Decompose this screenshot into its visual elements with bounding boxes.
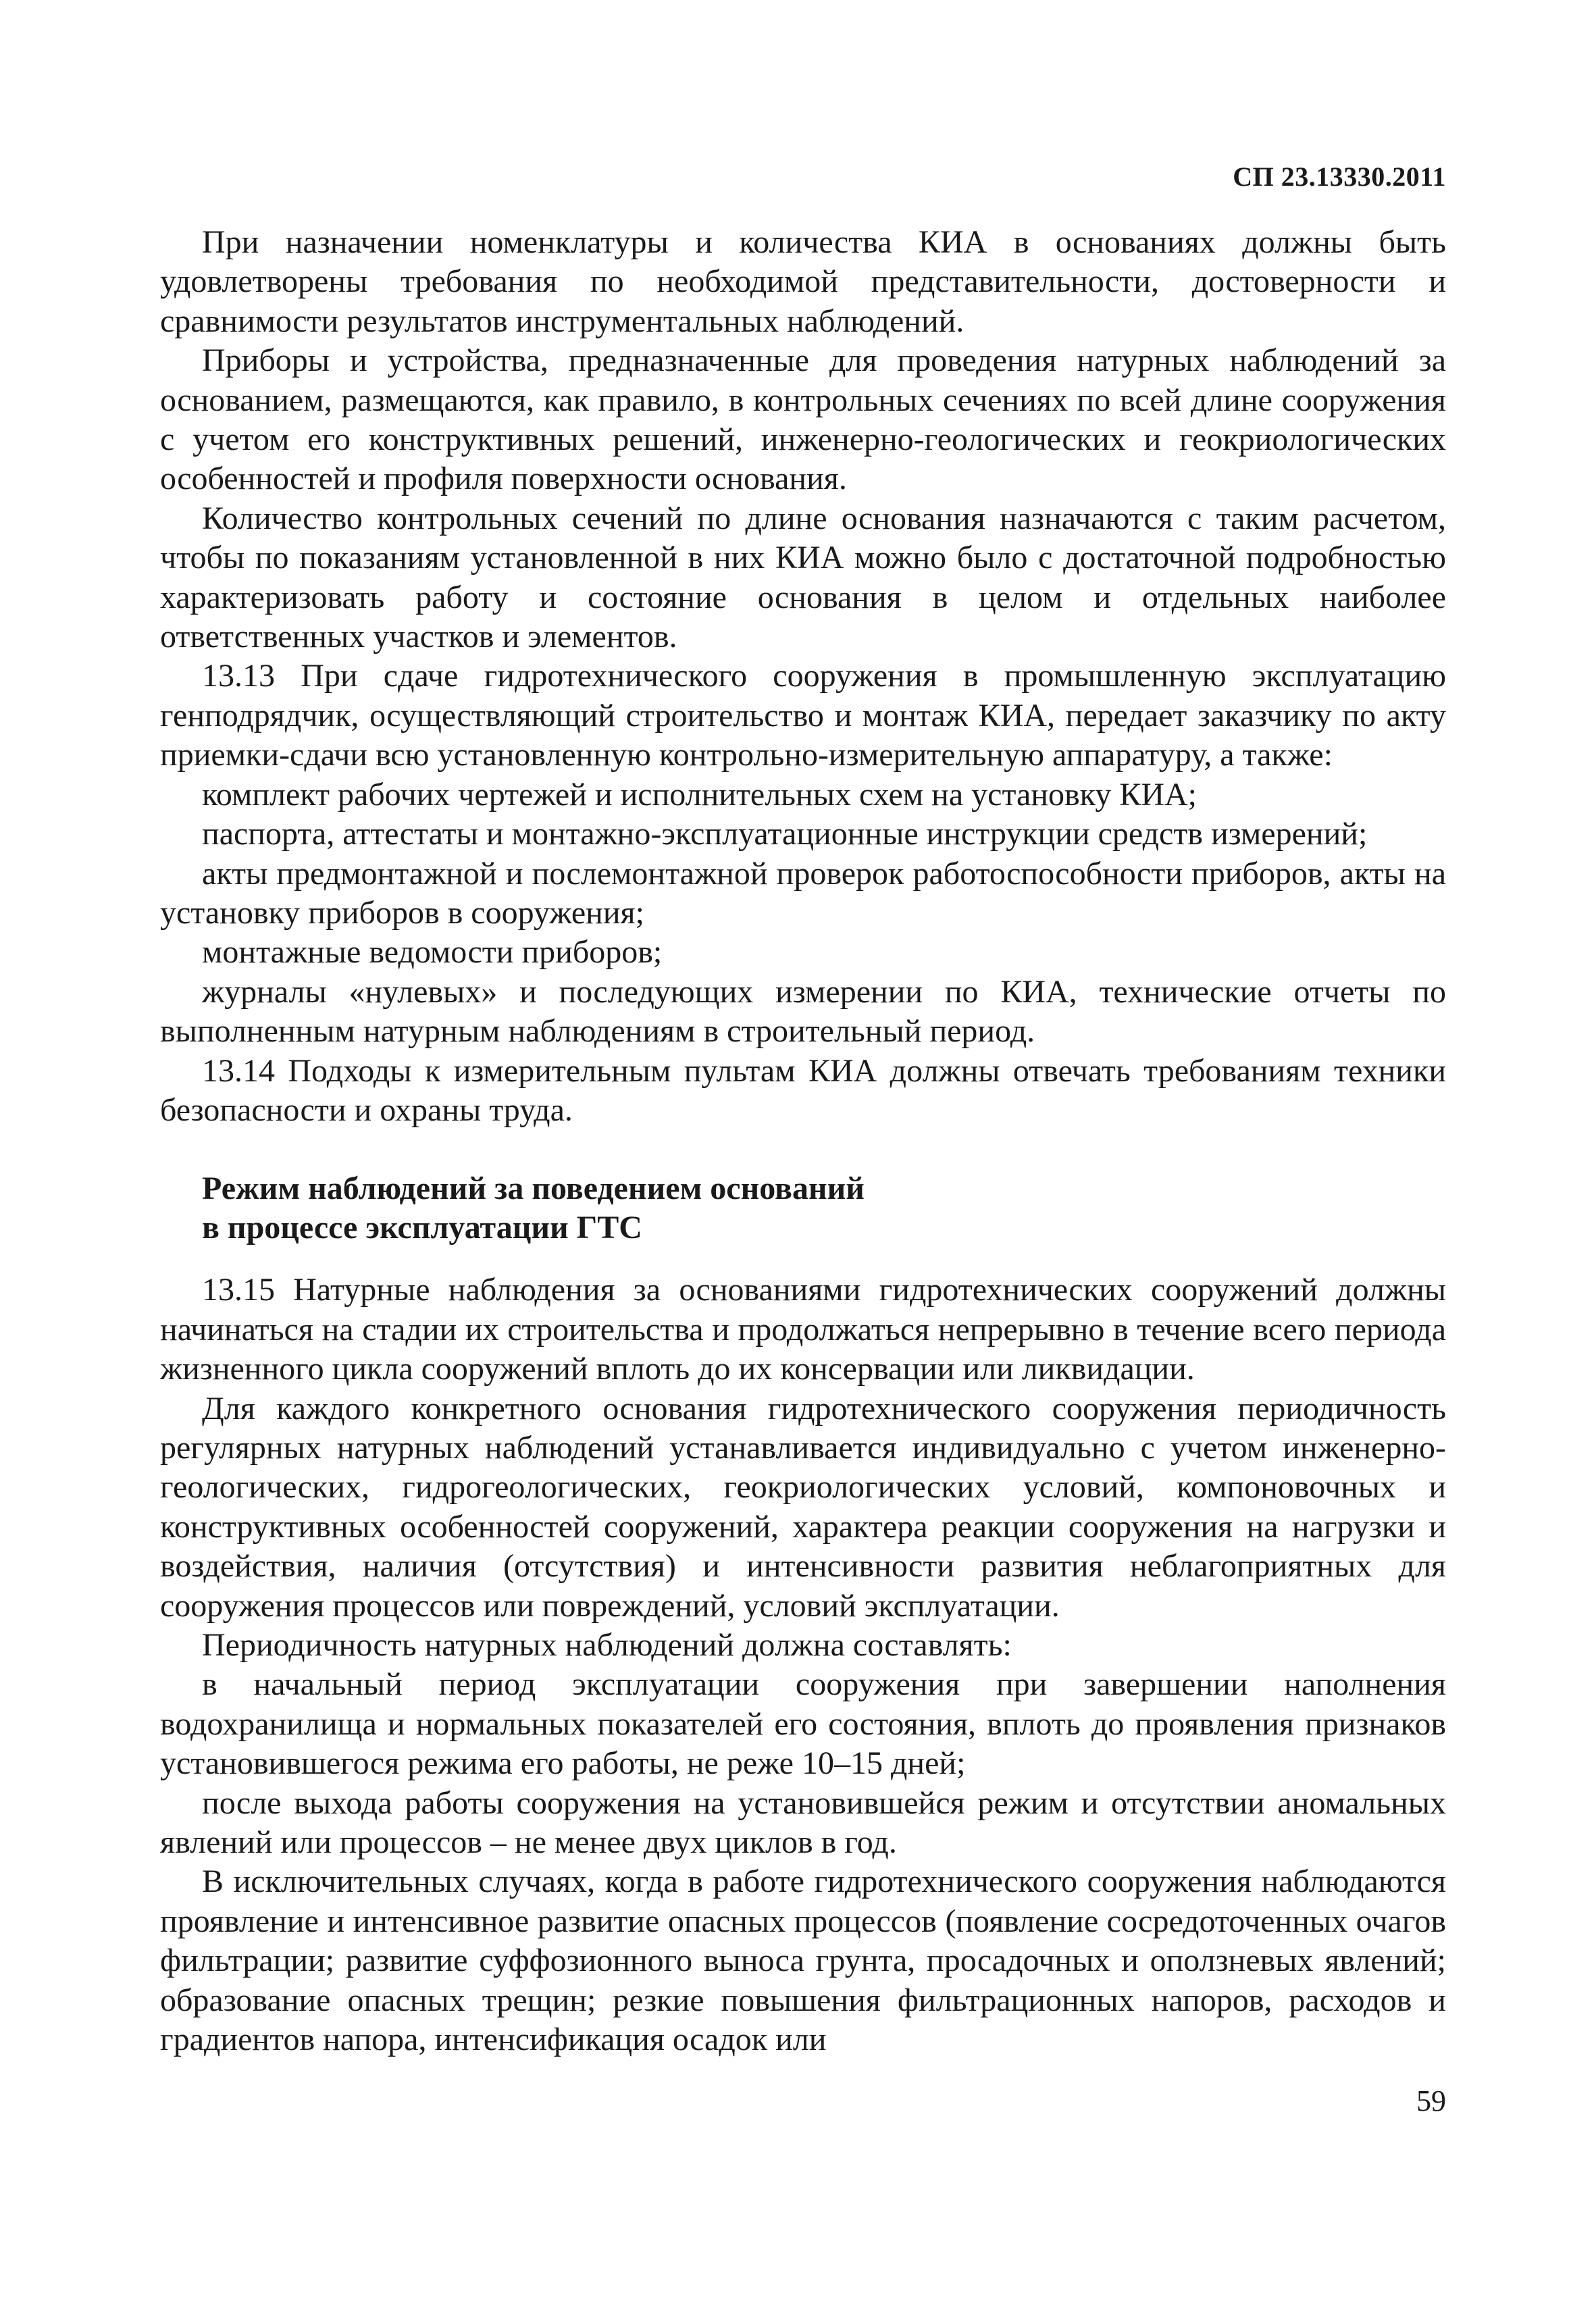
paragraph-13-15: 13.15 Натурные наблюдения за основаниями гидротехнических сооружений должны начинаться на стадии их строительства и продолжаться непрерывно в течение всего периода жизненного цикла сооружений вплоть до их консервации или ликвидации. (160, 1272, 1446, 1387)
section-title (160, 1169, 1446, 1248)
list-item: паспорта, аттестаты и монтажно-эксплуатационные инструкции средств измерений; (202, 816, 1368, 852)
paragraph: Приборы и устройства, предназначенные для проведения натурных наблюдений за основанием, размещаются, как правило, в контрольных сечениях по всей длине сооружения с учетом его конструктивных решений, инженерно-геологических и геокриологических особенностей и профиля поверхности основания. (160, 342, 1446, 497)
paragraph: В исключительных случаях, когда в работе гидротехнического сооружения наблюдаются проявление и интенсивное развитие опасных процессов (появление сосредоточенных очагов фильтрации; развитие суффозионного выноса грунта, просадочных и оползневых явлений; образование опасных трещин; резкие повышения фильтрационных напоров, расходов и градиентов напора, интенсификация осадок или (160, 1863, 1446, 2058)
paragraph: Для каждого конкретного основания гидротехнического сооружения периодичность регулярных натурных наблюдений устанавливается индивидуально с учетом инженерно-геологических, гидрогеологических, геокриологических условий, компоновочных и конструктивных особенностей сооружений, характера реакции сооружения на нагрузки и воздействия, наличия (отсутствия) и интенсивности развития неблагоприятных для сооружения процессов или повреждений, условий эксплуатации. (160, 1390, 1446, 1624)
list-item: в начальный период эксплуатации сооружения при завершении наполнения водохранилища и нормальных показателей его состояния, вплоть до проявления признаков установившегося режима его работы, не реже 10–15 дней; (160, 1666, 1446, 1782)
list-item: журналы «нулевых» и последующих измерении по КИА, технические отчеты по выполненным натурным наблюдениям в строительный период. (160, 973, 1446, 1050)
list-item: монтажные ведомости приборов; (202, 934, 663, 971)
paragraph-13-14: 13.14 Подходы к измерительным пультам КИА должны отвечать требованиям техники безопасности и охраны труда. (160, 1052, 1446, 1128)
list-item: комплект рабочих чертежей и исполнительных схем на установку КИА; (202, 776, 1197, 813)
page-content (160, 223, 1446, 2059)
paragraph: При назначении номенклатуры и количества КИА в основаниях должны быть удовлетворены требования по необходимой представительности, достоверности и сравнимости результатов инструментальных наблюдений. (160, 224, 1446, 339)
section-title-line-1: Режим наблюдений за поведением оснований (202, 1171, 865, 1207)
list-item: акты предмонтажной и послемонтажной проверок работоспособности приборов, акты на установку приборов в сооружения; (160, 855, 1446, 931)
section-title-line-2: в процессе эксплуатации ГТС (202, 1210, 642, 1246)
document-code: СП 23.13330.2011 (1233, 161, 1446, 192)
page-number: 59 (1416, 2084, 1446, 2117)
paragraph: Количество контрольных сечений по длине основания назначаются с таким расчетом, чтобы по показаниям установленной в них КИА можно было с достаточной подробностью характеризовать работу и состояние основания в целом и отдельных наиболее ответственных участков и элементов. (160, 500, 1446, 655)
paragraph-13-13: 13.13 При сдаче гидротехнического сооружения в промышленную эксплуатацию генподрядчик, осуществляющий строительство и монтаж КИА, передает заказчику по акту приемки-сдачи всю установленную контрольно-измерительную аппаратуру, а также: (160, 658, 1446, 773)
paragraph: Периодичность натурных наблюдений должна составлять: (202, 1627, 1012, 1663)
list-item: после выхода работы сооружения на установившейся режим и отсутствии аномальных явлений или процессов – не менее двух циклов в год. (160, 1784, 1446, 1861)
